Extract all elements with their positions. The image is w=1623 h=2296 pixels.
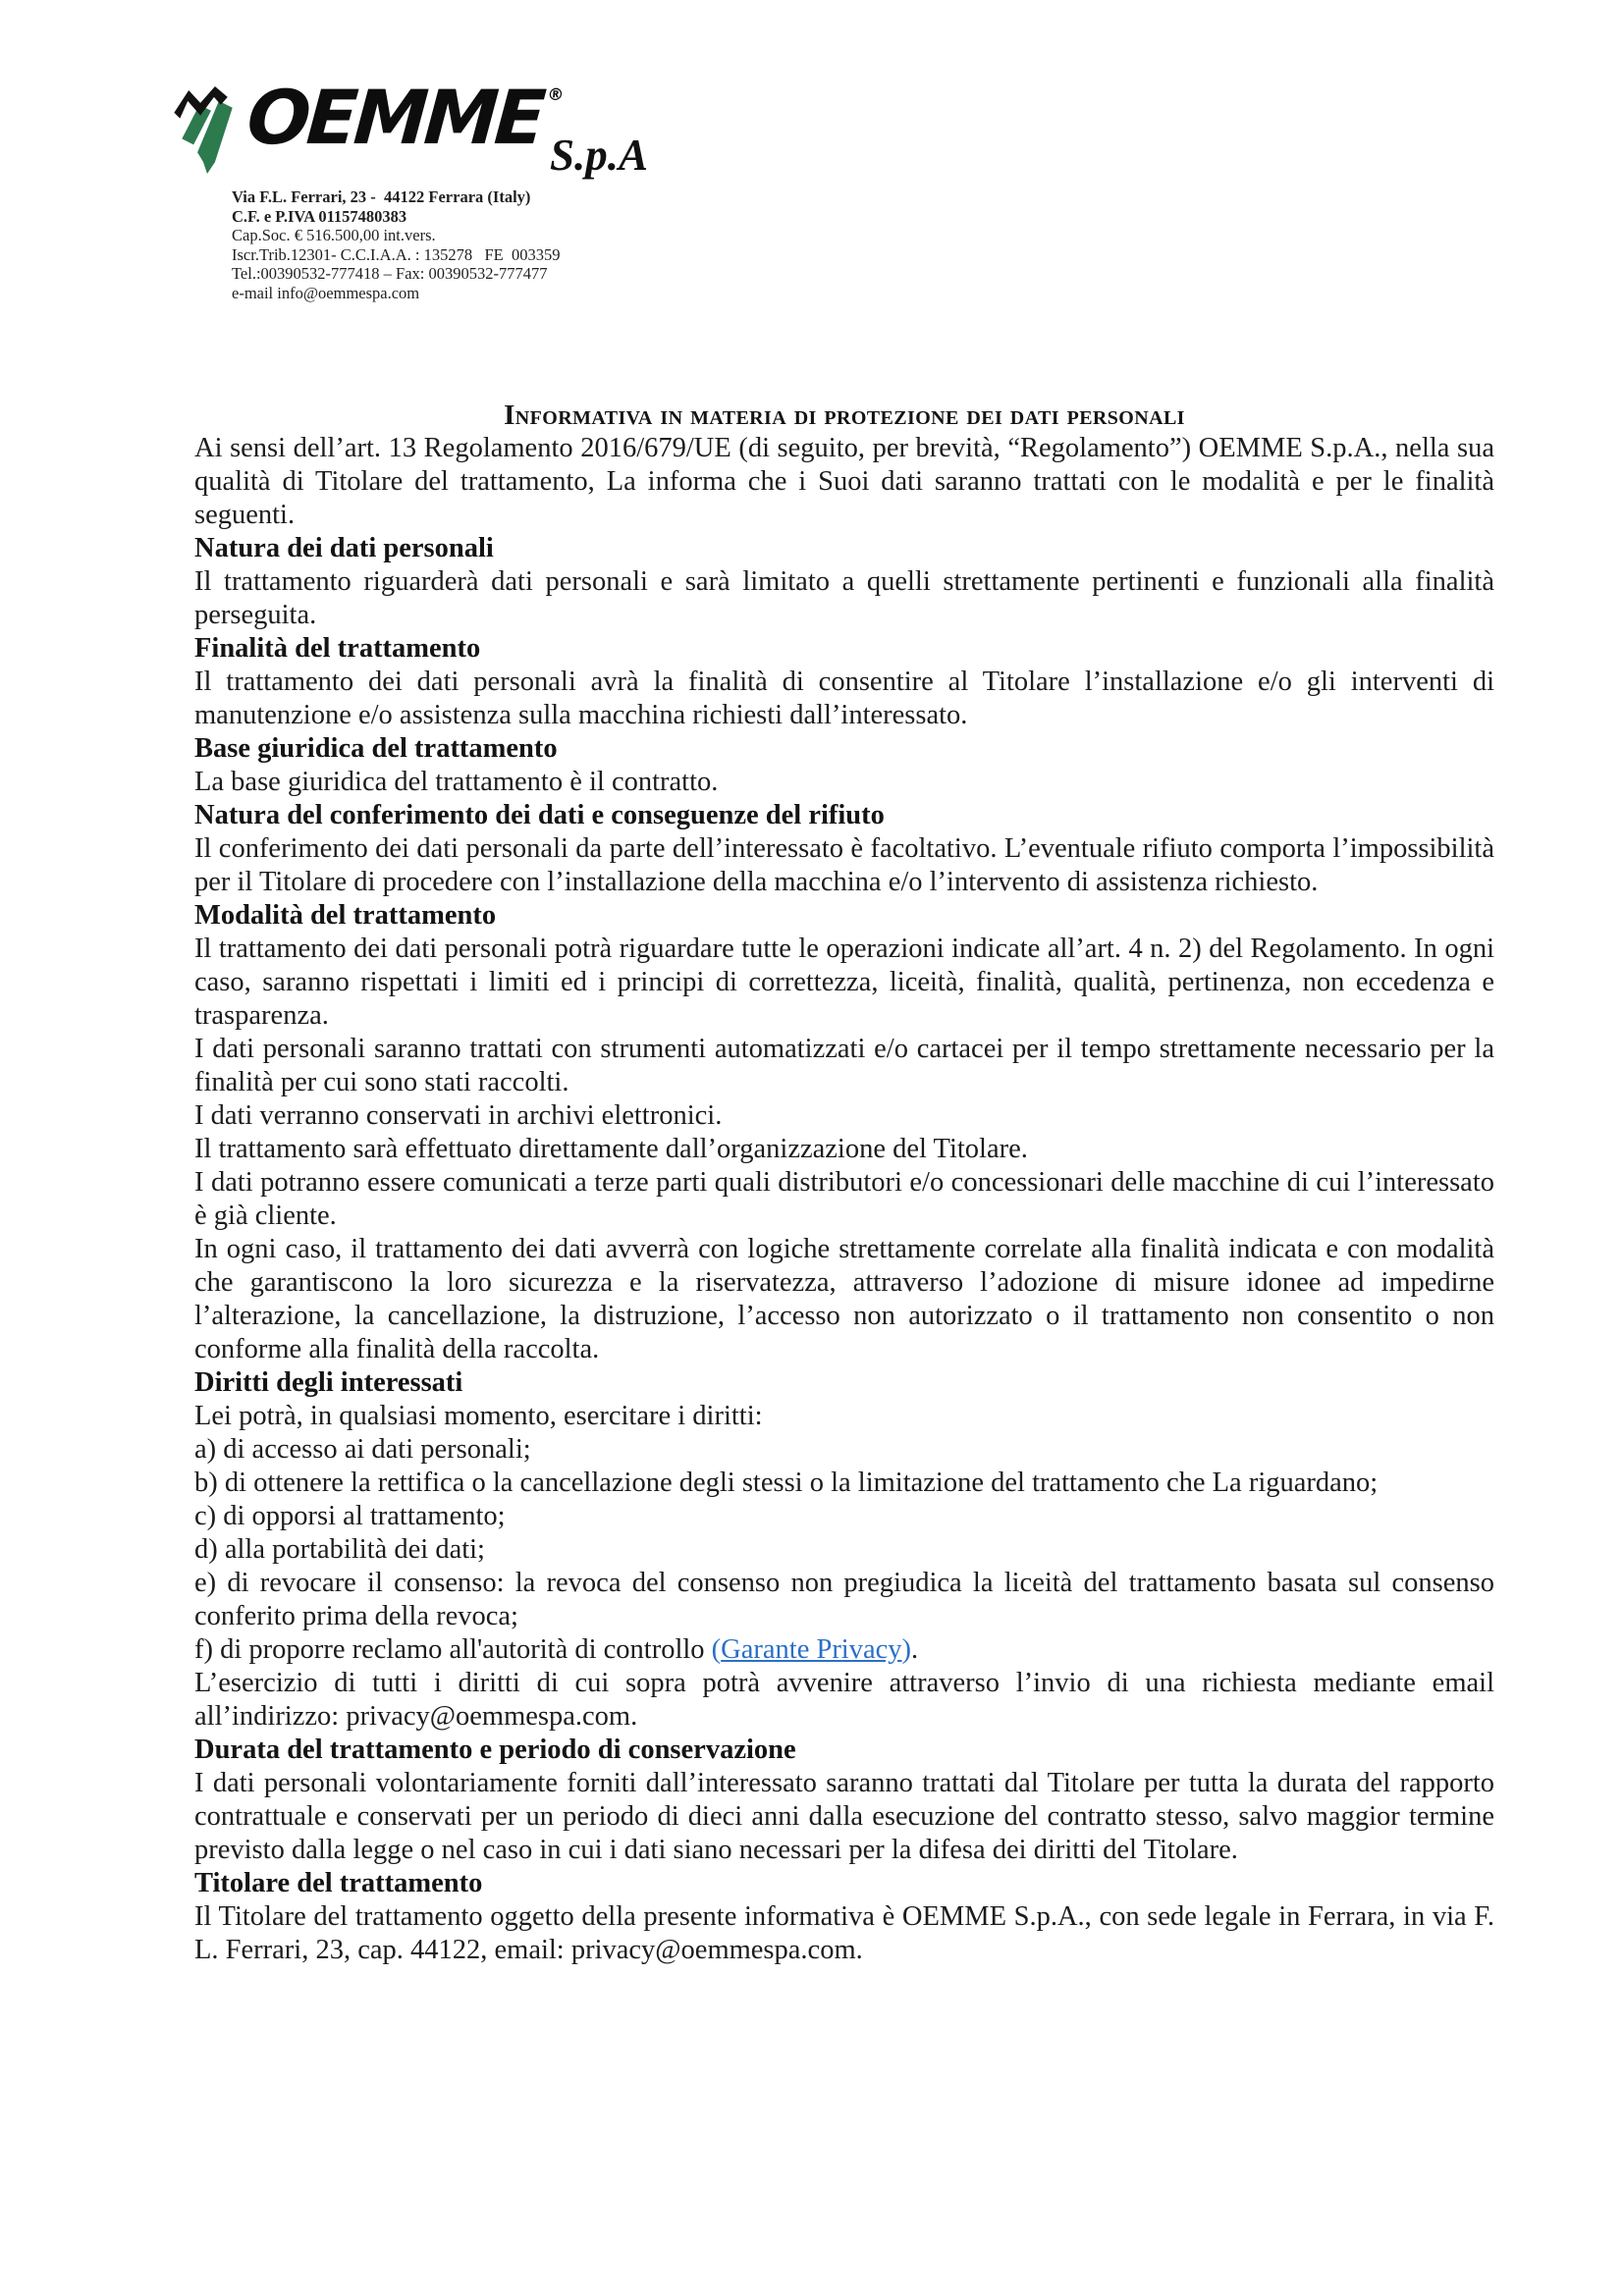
privacy-notice-body [194, 399, 1494, 1967]
section-heading-base-giuridica: Base giuridica del trattamento [194, 733, 558, 764]
address-line: Iscr.Trib.12301- C.C.I.A.A. : 135278 FE 003359 [232, 244, 561, 264]
address-line: Cap.Soc. € 516.500,00 int.vers. [232, 226, 436, 244]
paragraph: L’esercizio di tutti i diritti di cui sopra potrà avvenire attraverso l’invio di una richiesta mediante email all’indirizzo: privacy@oemmespa.com. [194, 1668, 1494, 1732]
section-heading-finalita: Finalità del trattamento [194, 633, 481, 664]
oemme-logo-mark-icon [165, 86, 251, 179]
paragraph: Il trattamento riguarderà dati personali e sarà limitato a quelli strettamente pertinenti e funzionali alla finalità perseguita. [194, 566, 1494, 630]
list-item-b: b) di ottenere la rettifica o la cancellazione degli stessi o la limitazione del trattamento che La riguardano; [194, 1468, 1379, 1498]
paragraph: Il conferimento dei dati personali da parte dell’interessato è facoltativo. L’eventuale rifiuto comporta l’impossibilità per il Titolare di procedere con l’installazione della macchina e/o l’intervento di assistenza richiesto. [194, 833, 1494, 897]
company-suffix: S.p.A [550, 131, 649, 180]
section-heading-durata: Durata del trattamento e periodo di conservazione [194, 1735, 796, 1765]
brand-name: OEMME [243, 74, 545, 161]
paragraph: I dati potranno essere comunicati a terze parti quali distributori e/o concessionari delle macchine di cui l’interessato è già cliente. [194, 1167, 1494, 1231]
paragraph-text: f) di proporre reclamo all'autorità di controllo [194, 1634, 712, 1665]
list-item-a: a) di accesso ai dati personali; [194, 1434, 531, 1465]
paragraph: I dati personali volontariamente forniti dall’interessato saranno trattati dal Titolare per tutta la durata del rapporto contrattuale e conservati per un periodo di dieci anni dalla esecuzione del contratto stesso, salvo maggior termine previsto dalla legge o nel caso in cui i dati siano necessari per la difesa dei diritti del Titolare. [194, 1768, 1494, 1865]
garante-privacy-link[interactable]: Garante Privacy [721, 1634, 902, 1665]
letterhead-address [232, 187, 560, 302]
paren-close: ) [901, 1634, 912, 1665]
oemme-logo-text [243, 74, 566, 161]
section-heading-conferimento: Natura del conferimento dei dati e conseguenze del rifiuto [194, 800, 885, 830]
paragraph: Lei potrà, in qualsiasi momento, esercitare i diritti: [194, 1401, 763, 1431]
paragraph: Il trattamento sarà effettuato direttamente dall’organizzazione del Titolare. [194, 1134, 1028, 1164]
paragraph-text: . [911, 1634, 919, 1665]
address-line: C.F. e P.IVA 01157480383 [232, 206, 407, 226]
paragraph: Il trattamento dei dati personali avrà la finalità di consentire al Titolare l’installazione e/o gli interventi di manutenzione e/o assistenza sulla macchina richiesti dall’interessato. [194, 667, 1494, 730]
list-item-f [194, 1633, 1494, 1667]
paragraph: Il trattamento dei dati personali potrà riguardare tutte le operazioni indicate all’art. 4 n. 2) del Regolamento. In ogni caso, saranno rispettati i limiti ed i principi di correttezza, liceità, finalità, qualità, pertinenza, non eccedenza e trasparenza. [194, 934, 1494, 1031]
list-item-e: e) di revocare il consenso: la revoca del consenso non pregiudica la liceità del trattamento basata sul consenso conferito prima della revoca; [194, 1568, 1494, 1631]
paren-open: ( [711, 1634, 722, 1665]
paragraph: I dati personali saranno trattati con strumenti automatizzati e/o cartacei per il tempo strettamente necessario per la finalità per cui sono stati raccolti. [194, 1034, 1494, 1097]
paragraph: Il Titolare del trattamento oggetto della presente informativa è OEMME S.p.A., con sede legale in Ferrara, in via F. L. Ferrari, 23, cap. 44122, email: privacy@oemmespa.com. [194, 1901, 1494, 1965]
address-line: Via F.L. Ferrari, 23 - 44122 Ferrara (Italy) [232, 187, 531, 206]
section-heading-diritti: Diritti degli interessati [194, 1367, 463, 1398]
paragraph-intro: Ai sensi dell’art. 13 Regolamento 2016/679/UE (di seguito, per brevità, “Regolamento”) OEMME S.p.A., nella sua qualità di Titolare del trattamento, La informa che i Suoi dati saranno trattati con le modalità e per le finalità seguenti. [194, 433, 1494, 530]
section-heading-modalita: Modalità del trattamento [194, 900, 497, 931]
address-line: e-mail info@oemmespa.com [232, 283, 420, 302]
paragraph: In ogni caso, il trattamento dei dati avverrà con logiche strettamente correlate alla finalità indicata e con modalità che garantiscono la loro sicurezza e la riservatezza, attraverso l’adozione di misure idonee ad impedirne l’alterazione, la cancellazione, la distruzione, l’accesso non autorizzato o il trattamento non consentito o non conforme alla finalità della raccolta. [194, 1234, 1494, 1364]
paragraph: La base giuridica del trattamento è il contratto. [194, 767, 719, 797]
list-item-d: d) alla portabilità dei dati; [194, 1534, 485, 1565]
section-heading-natura-dati: Natura dei dati personali [194, 533, 494, 563]
section-heading-titolare: Titolare del trattamento [194, 1868, 483, 1898]
list-item-c: c) di opporsi al trattamento; [194, 1501, 506, 1531]
document-title: Informativa in materia di protezione dei dati personali [504, 400, 1185, 431]
address-line: Tel.:00390532-777418 – Fax: 00390532-777477 [232, 264, 548, 283]
paragraph: I dati verranno conservati in archivi elettronici. [194, 1100, 723, 1131]
registered-trademark-icon: ® [546, 85, 566, 105]
